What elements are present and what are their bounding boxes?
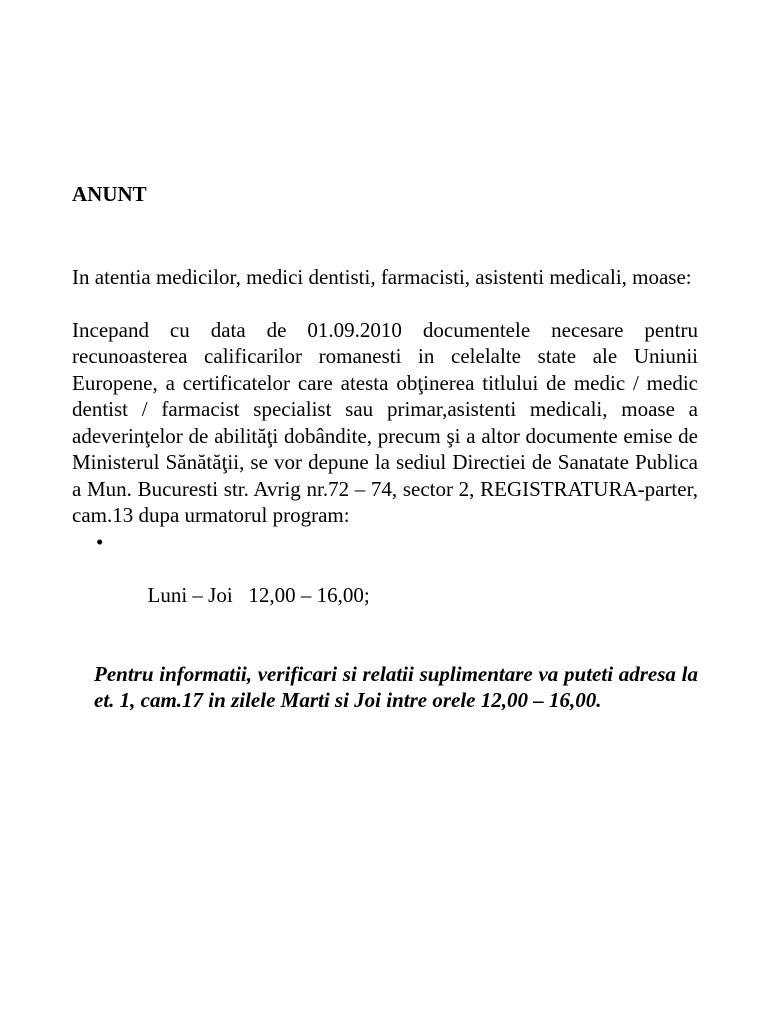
schedule-item-text: Luni – Joi 12,00 – 16,00; — [147, 582, 370, 607]
contact-note: Pentru informatii, verificari si relatii suplimentare va puteti adresa la et. 1, cam.17 in zilele Marti si Joi intre orele 12,00 – 16,00. — [94, 661, 698, 712]
schedule-item — [72, 529, 698, 635]
schedule-list — [72, 529, 698, 635]
bullet-icon: • — [96, 529, 104, 554]
document-title: ANUNT — [72, 182, 147, 206]
document-page — [72, 181, 698, 714]
intro-paragraph: In atentia medicilor, medici dentisti, farmacisti, asistenti medicali, moase: — [72, 265, 692, 289]
main-paragraph: Incepand cu data de 01.09.2010 documentele necesare pentru recunoasterea calificarilor romanesti in celelalte state ale Uniunii Europene, a certificatelor care atesta obţinerea titlului de medic / medic dentist / farmacist specialist sau primar,asistenti medicali, moase a adeverinţelor de abilităţi dobândite, precum şi a altor documente emise de Ministerul Sănătăţii, se vor depune la sediul Directiei de Sanatate Publica a Mun. Bucuresti str. Avrig nr.72 – 74, sector 2, REGISTRATURA-parter, cam.13 dupa urmatorul program: — [72, 317, 698, 527]
